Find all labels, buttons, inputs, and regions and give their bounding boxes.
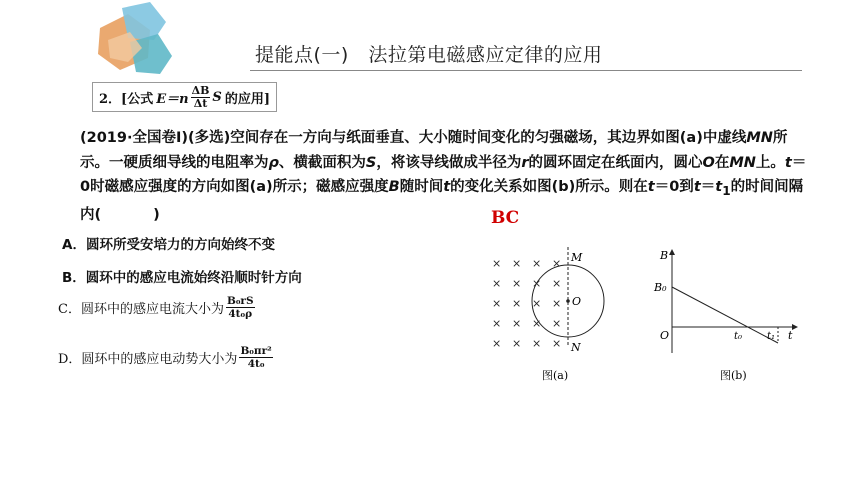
option-d-label: D．圆环中的感应电动势大小为 — [58, 351, 238, 367]
page-title: 提能点(一) 法拉第电磁感应定律的应用 — [255, 44, 603, 66]
question-var: r — [521, 154, 529, 171]
magnetic-field-crosses — [492, 257, 561, 350]
option-d-fraction — [239, 345, 272, 370]
caption-b: 图(b) — [720, 369, 747, 382]
logo-cubes — [0, 0, 200, 90]
field-cross-mark: × — [512, 257, 522, 270]
field-cross-mark: × — [532, 337, 542, 350]
label-origin: O — [660, 329, 670, 342]
question-sub: 1 — [722, 183, 731, 198]
subheading-suffix: 的应用] — [224, 91, 270, 107]
question-part: 空间存在一方向与纸面垂直、大小随时间变化的匀强磁场，其边界如图(a)中虚线 — [230, 130, 747, 146]
formula-fraction — [191, 85, 211, 110]
field-cross-mark: × — [512, 277, 522, 290]
question-part: 的时间间隔内( — [80, 179, 804, 224]
field-cross-mark: × — [552, 317, 562, 330]
question-part: 随时间 — [399, 179, 444, 195]
question-part: 、横截面积为 — [278, 154, 366, 171]
b-axis-arrow — [669, 249, 675, 255]
field-cross-mark: × — [532, 277, 542, 290]
option-d-denominator: 4t₀ — [247, 357, 265, 370]
question-part: 上。 — [755, 154, 785, 171]
formula-subheading — [92, 82, 277, 112]
label-o-center: O — [572, 295, 582, 308]
option-b: B．圆环中的感应电流始终沿顺时针方向 — [62, 270, 302, 286]
option-c — [58, 290, 257, 324]
question-source: (2019·全国卷Ⅰ)(多选) — [80, 130, 231, 146]
formula-numerator: ΔB — [191, 83, 210, 97]
label-b0: B₀ — [654, 281, 667, 294]
question-var: S — [365, 154, 377, 171]
field-cross-mark: × — [492, 317, 502, 330]
question-part: 在 — [714, 154, 730, 171]
figure-svg — [482, 241, 800, 387]
question-part: 的圆环固定在纸面内，圆心 — [528, 154, 703, 171]
question-var: O — [702, 154, 715, 171]
label-n: N — [571, 341, 581, 354]
question-part: ＝ — [700, 179, 716, 195]
formula-left: E＝n — [156, 91, 189, 107]
question-text — [80, 126, 810, 228]
caption-a: 图(a) — [542, 369, 569, 382]
ring-center-dot — [566, 299, 570, 303]
label-b: B — [660, 249, 669, 262]
field-cross-mark: × — [492, 337, 502, 350]
question-var: t — [715, 179, 723, 195]
field-cross-mark: × — [552, 297, 562, 310]
field-cross-mark: × — [492, 277, 502, 290]
field-cross-mark: × — [552, 257, 562, 270]
label-m: M — [571, 251, 583, 264]
field-cross-mark: × — [512, 337, 522, 350]
question-part: ＝0到 — [654, 179, 694, 195]
field-cross-mark: × — [552, 337, 562, 350]
figure-panel — [482, 241, 800, 387]
field-cross-mark: × — [532, 297, 542, 310]
label-t0: t₀ — [734, 331, 743, 342]
question-var: t — [647, 179, 655, 195]
field-cross-mark: × — [512, 297, 522, 310]
question-part: 所示。一硬质细导线的电阻率为 — [80, 130, 788, 171]
question-part: ＝0时磁感应强度的方向如图(a)所示；磁感应强度 — [80, 154, 807, 195]
title-divider — [250, 70, 802, 71]
question-part: ) — [153, 207, 160, 224]
option-d — [58, 340, 275, 374]
option-a: A．圆环所受安培力的方向始终不变 — [62, 237, 275, 253]
subheading-prefix: 2．[公式 — [99, 91, 154, 107]
option-c-fraction — [226, 295, 255, 320]
answer-text: BC — [491, 208, 520, 228]
field-cross-mark: × — [492, 257, 502, 270]
formula-right: S — [212, 89, 222, 105]
question-var: ρ — [268, 154, 279, 171]
option-c-denominator: 4t₀ρ — [228, 307, 253, 320]
field-cross-mark: × — [552, 277, 562, 290]
option-c-numerator: B₀rS — [226, 294, 254, 307]
question-var: B — [388, 179, 400, 195]
question-part: 的变化关系如图(b)所示。则在 — [450, 179, 648, 195]
label-t1: t₁ — [767, 331, 776, 342]
question-var: MN — [746, 130, 773, 146]
question-part: ，将该导线做成半径为 — [376, 154, 522, 171]
formula-denominator: Δt — [193, 96, 208, 110]
question-var: MN — [729, 154, 756, 171]
option-d-numerator: B₀πr² — [240, 344, 272, 357]
b-t-line — [672, 287, 778, 343]
field-cross-mark: × — [512, 317, 522, 330]
option-c-label: C．圆环中的感应电流大小为 — [58, 301, 224, 317]
question-var: t — [443, 179, 451, 195]
t-axis-arrow — [792, 324, 798, 330]
field-cross-mark: × — [532, 257, 542, 270]
label-t: t — [788, 329, 793, 342]
field-cross-mark: × — [492, 297, 502, 310]
question-var: t — [693, 179, 701, 195]
field-cross-mark: × — [532, 317, 542, 330]
question-var: t — [784, 154, 792, 171]
